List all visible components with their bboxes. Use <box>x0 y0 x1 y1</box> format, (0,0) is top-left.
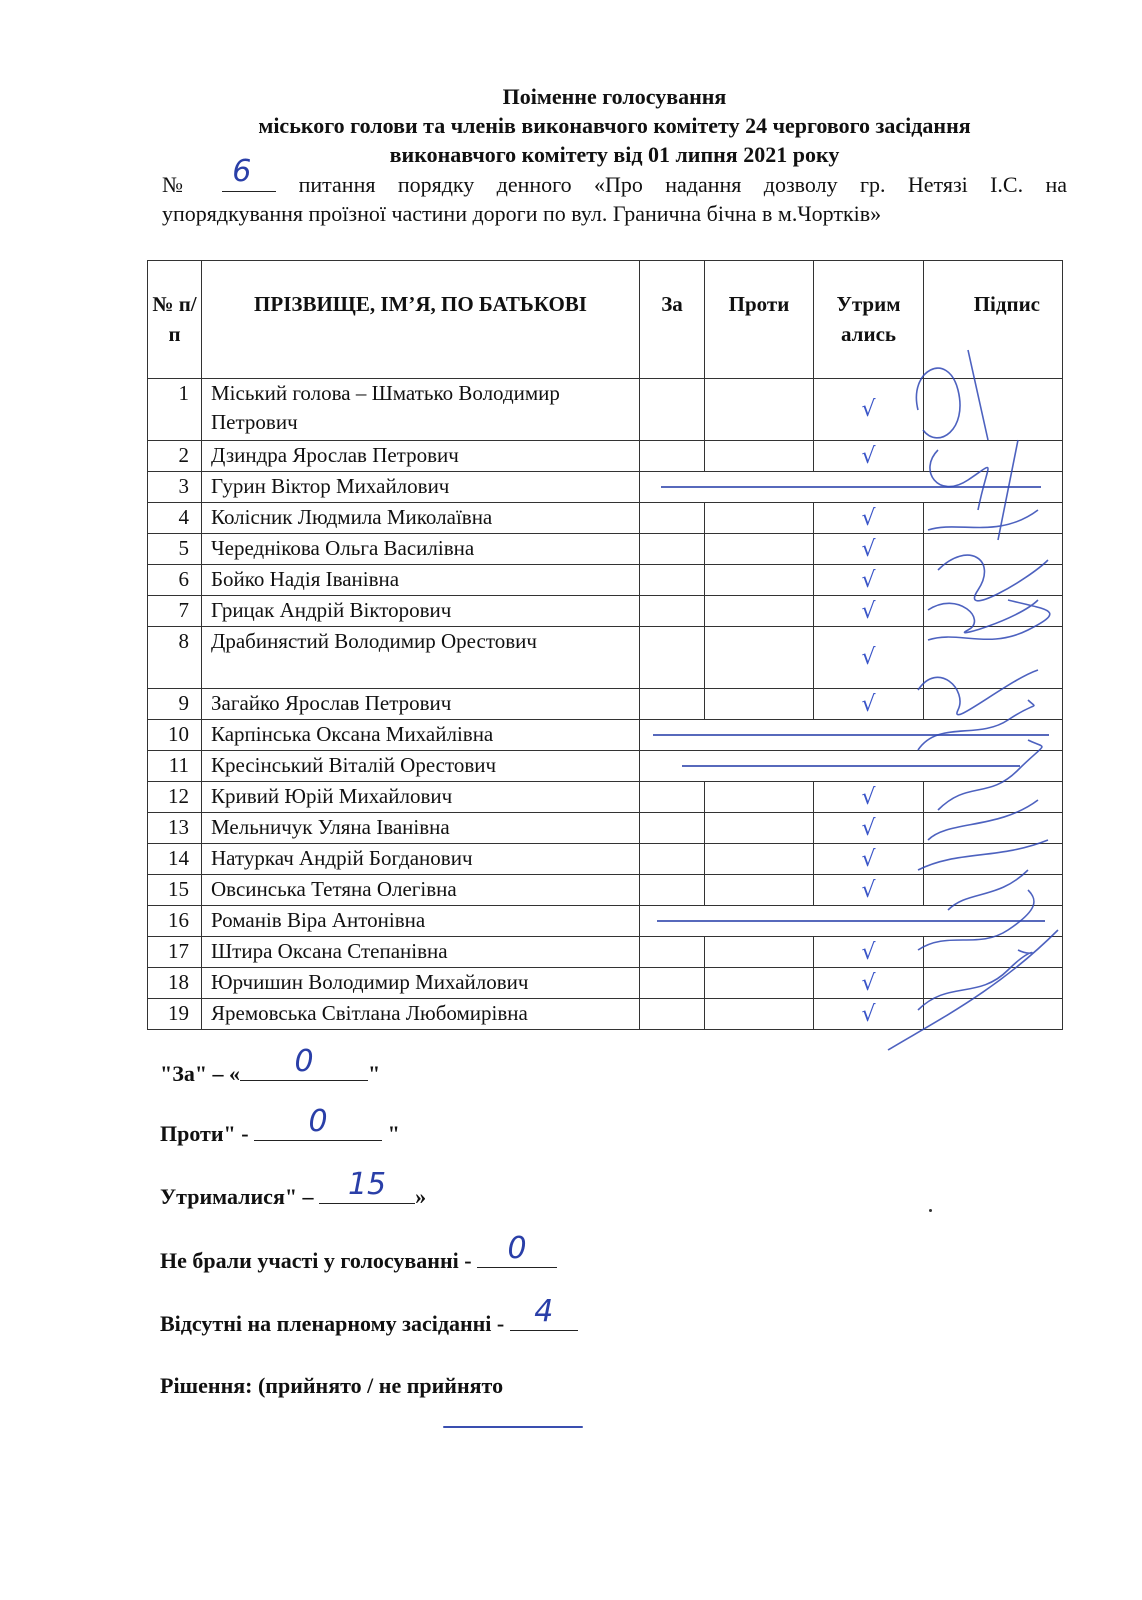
signature-cell <box>924 689 1063 720</box>
table-row: 1 Міський голова – Шматько Володимир Петрович √ <box>148 379 1063 441</box>
scan-dot <box>929 1209 932 1212</box>
check-mark: √ <box>861 505 876 531</box>
header-proty: Проти <box>705 261 814 379</box>
table-row: 8 Драбинястий Володимир Орестович √ <box>148 627 1063 689</box>
summary-proty: Проти" - 0 " <box>160 1104 400 1146</box>
check-mark: √ <box>861 536 876 562</box>
check-mark: √ <box>861 691 876 717</box>
title-line-2: міського голови та членів виконавчого комітету 24 чергового засідання <box>258 113 971 138</box>
header-pidpys: Підпис <box>924 261 1063 379</box>
vote-table <box>147 260 1063 1030</box>
signature-cell <box>924 875 1063 906</box>
check-mark: √ <box>861 397 876 422</box>
proty-blank <box>254 1104 382 1141</box>
absent-line <box>653 734 1050 736</box>
signature-cell <box>924 968 1063 999</box>
summary-rishennia: Рішення: (прийнято / не прийнято <box>160 1373 504 1398</box>
table-row: 2 Дзиндра Ярослав Петрович √ <box>148 441 1063 472</box>
table-row: 3 Гурин Віктор Михайлович <box>148 472 1063 503</box>
table-row: 14 Натуркач Андрій Богданович √ <box>148 844 1063 875</box>
table-row: 6 Бойко Надія Іванівна √ <box>148 565 1063 596</box>
vidsutni-blank <box>510 1294 578 1331</box>
table-row: 13 Мельничук Уляна Іванівна √ <box>148 813 1063 844</box>
check-mark: √ <box>861 939 876 965</box>
header-num: № п/ п <box>148 261 202 379</box>
za-handwritten: 0 <box>294 1044 314 1079</box>
signature-cell <box>924 534 1063 565</box>
check-mark: √ <box>861 846 876 872</box>
absent-line <box>661 486 1041 488</box>
table-row: 11 Кресінський Віталій Орестович <box>148 751 1063 782</box>
check-mark: √ <box>861 598 876 624</box>
table-row: 4 Колісник Людмила Миколаївна √ <box>148 503 1063 534</box>
header-name: ПРІЗВИЩЕ, ІМ’Я, ПО БАТЬКОВІ <box>202 261 640 379</box>
title-line-1: Поіменне голосування <box>502 84 727 109</box>
vidsutni-handwritten: 4 <box>534 1294 554 1329</box>
summary-za: "За" – « 0 " <box>160 1044 381 1086</box>
table-row: 19 Яремовська Світлана Любомирівна √ <box>148 999 1063 1030</box>
signature-cell <box>924 379 1063 441</box>
signature-cell <box>924 813 1063 844</box>
table-row: 16 Романів Віра Антонівна <box>148 906 1063 937</box>
check-mark: √ <box>861 443 876 469</box>
document-header <box>162 82 1067 228</box>
signature-cell <box>924 503 1063 534</box>
utr-handwritten: 15 <box>347 1167 387 1202</box>
check-mark: √ <box>861 877 876 903</box>
signature-cell <box>924 565 1063 596</box>
signature-cell <box>924 937 1063 968</box>
decision-underline <box>443 1426 583 1428</box>
signature-cell <box>924 999 1063 1030</box>
check-mark: √ <box>861 815 876 841</box>
absent-line <box>682 765 1020 767</box>
check-mark: √ <box>861 645 876 670</box>
question-number-blank <box>222 154 276 192</box>
table-row: 18 Юрчишин Володимир Михайлович √ <box>148 968 1063 999</box>
question-line-2: упорядкування проїзної частини дороги по вул. Гранична бічна в м.Чортків» <box>162 201 882 226</box>
check-mark: √ <box>861 567 876 593</box>
summary-ne-brali: Не брали участі у голосуванні - 0 <box>160 1247 557 1274</box>
question-number-handwritten: 6 <box>232 154 252 189</box>
number-sign: № <box>162 172 200 197</box>
table-row: 9 Загайко Ярослав Петрович √ <box>148 689 1063 720</box>
check-mark: √ <box>861 970 876 996</box>
title-line-3: виконавчого комітету від 01 липня 2021 року <box>389 142 840 167</box>
signature-cell <box>924 441 1063 472</box>
signature-cell <box>924 844 1063 875</box>
absent-line <box>657 920 1045 922</box>
table-row: 7 Грицак Андрій Вікторович √ <box>148 596 1063 627</box>
check-mark: √ <box>861 1001 876 1027</box>
question-text-1: питання порядку денного «Про надання дозволу гр. Нетязі І.С. на <box>298 172 1068 197</box>
table-row: 15 Овсинська Тетяна Олегівна √ <box>148 875 1063 906</box>
utr-blank <box>319 1167 415 1204</box>
table-row: 10 Карпінська Оксана Михайлівна <box>148 720 1063 751</box>
summary-utrymalys: Утрималися" – 15 » <box>160 1167 427 1209</box>
ne-brali-blank <box>477 1231 557 1268</box>
ne-brali-handwritten: 0 <box>507 1231 527 1266</box>
table-row: 5 Череднікова Ольга Василівна √ <box>148 534 1063 565</box>
summary-vidsutni: Відсутні на пленарному засіданні - 4 <box>160 1310 578 1337</box>
check-mark: √ <box>861 784 876 810</box>
signature-cell <box>924 596 1063 627</box>
header-za: За <box>640 261 705 379</box>
signature-cell <box>924 627 1063 689</box>
signature-cell <box>924 782 1063 813</box>
proty-handwritten: 0 <box>308 1104 328 1139</box>
table-row: 17 Штира Оксана Степанівна √ <box>148 937 1063 968</box>
table-row: 12 Кривий Юрій Михайлович √ <box>148 782 1063 813</box>
header-utrymalys: Утрим ались <box>814 261 924 379</box>
